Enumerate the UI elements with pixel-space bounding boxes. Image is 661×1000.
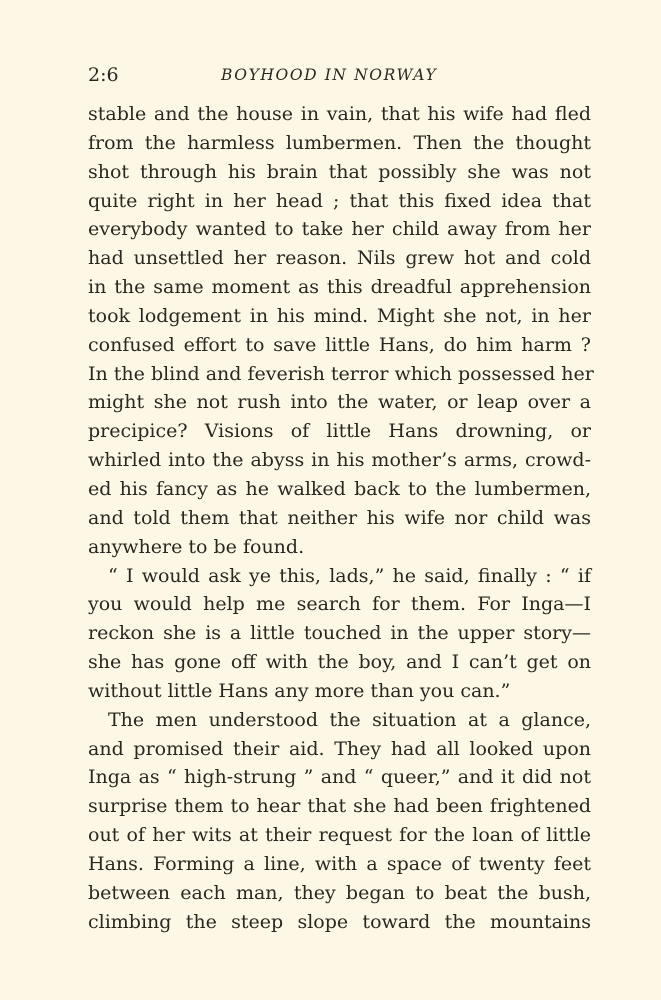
text-line: The men understood the situation at a glance,: [108, 708, 591, 731]
text-line: stable and the house in vain, that his wife had fled: [88, 103, 591, 125]
body-text: [88, 100, 594, 936]
text-line: and told them that neither his wife nor child was: [88, 506, 591, 529]
text-line: you would help me search for them. For Inga—I: [88, 593, 591, 616]
page-number: 2:6: [88, 64, 119, 86]
text-line: shot through his brain that possibly she was not: [88, 160, 591, 183]
text-line: and promised their aid. They had all looked upon: [88, 737, 591, 760]
text-line: took lodgement in his mind. Might she not, in her: [88, 304, 591, 327]
text-line: she has gone off with the boy, and I can’t get on: [88, 651, 591, 674]
text-line: quite right in her head ; that this fixed idea that: [88, 189, 591, 212]
text-line: climbing the steep slope toward the mountains: [88, 910, 591, 933]
running-title: BOYHOOD IN NORWAY: [221, 66, 438, 84]
text-line: Hans. Forming a line, with a space of twenty feet: [88, 852, 591, 875]
running-head: [88, 64, 591, 86]
text-line: without little Hans any more than you can.”: [88, 679, 511, 702]
text-line: In the blind and feverish terror which possessed her: [88, 362, 594, 385]
text-line: reckon she is a little touched in the upper story—: [88, 622, 591, 645]
text-line: from the harmless lumbermen. Then the thought: [88, 131, 591, 154]
text-line: in the same moment as this dreadful apprehension: [88, 276, 591, 299]
text-line: Inga as “ high-strung ” and “ queer,” and it did not: [88, 766, 591, 789]
text-line: precipice? Visions of little Hans drowning, or: [88, 420, 591, 443]
text-line: whirled into the abyss in his mother’s arms, crowd-: [88, 449, 591, 472]
text-line: out of her wits at their request for the loan of little: [88, 824, 591, 847]
text-line: “ I would ask ye this, lads,” he said, finally : “ if: [108, 564, 591, 587]
text-line: ed his fancy as he walked back to the lumbermen,: [88, 477, 591, 500]
text-line: between each man, they began to beat the bush,: [88, 881, 591, 904]
text-line: confused effort to save little Hans, do him harm ?: [88, 333, 591, 356]
text-line: had unsettled her reason. Nils grew hot and cold: [88, 247, 591, 270]
text-line: might she not rush into the water, or leap over a: [88, 391, 591, 414]
text-line: anywhere to be found.: [88, 535, 305, 558]
text-line: surprise them to hear that she had been frightened: [88, 795, 591, 818]
text-line: everybody wanted to take her child away from her: [88, 218, 591, 241]
